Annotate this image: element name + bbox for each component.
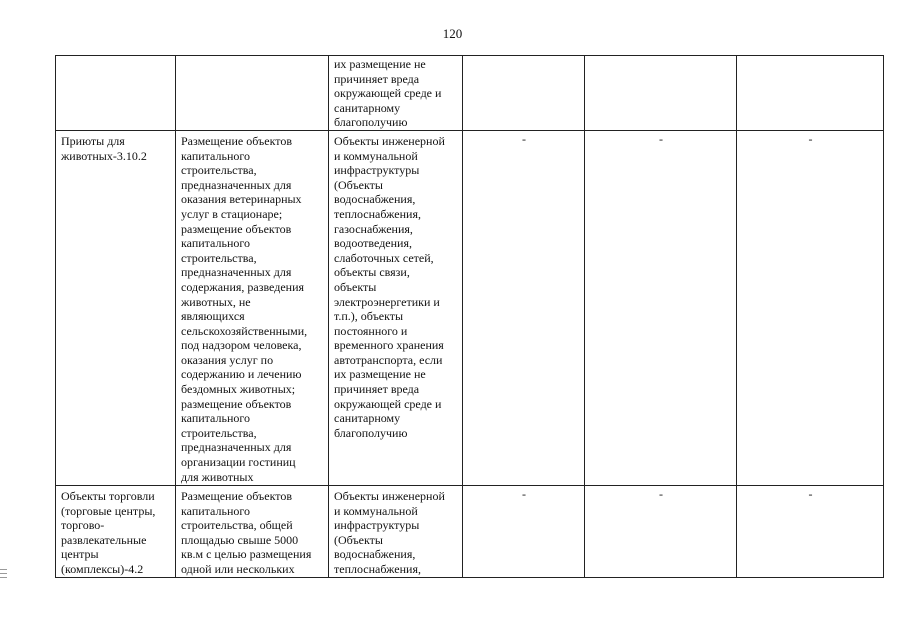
cell-parameter-3: - bbox=[737, 485, 884, 577]
table-row bbox=[56, 130, 884, 485]
cell-parameter-3: - bbox=[737, 130, 884, 485]
scan-margin-mark bbox=[0, 569, 7, 581]
cell-parameter-1: - bbox=[463, 130, 585, 485]
table-row bbox=[56, 56, 884, 131]
cell-use-description: Размещение объектов капитального строительства, общей площадью свыше 5000 кв.м с целью размещения одной или нескольких bbox=[176, 485, 329, 577]
page-number: 120 bbox=[442, 26, 463, 41]
cell-use-description: Размещение объектов капитального строительства, предназначенных для оказания ветеринарных услуг в стационаре; размещение объектов капитального строительства, предназначенных для содержания, разведения животных, не являющихся сельскохозяйственными, под надзором человека, оказания услуг по содержанию и лечению бездомных животных; размещение объектов капитального строительства, предназначенных для организации гостиниц для животных bbox=[176, 130, 329, 485]
cell-use-name: Объекты торговли (торговые центры, торгово- развлекательные центры (комплексы)-4.2 bbox=[56, 485, 176, 577]
cell-parameter-2: - bbox=[585, 485, 737, 577]
cell-use-name: Приюты для животных-3.10.2 bbox=[56, 130, 176, 485]
cell-parameter-1: - bbox=[463, 485, 585, 577]
cell-parameter-2 bbox=[585, 56, 737, 131]
cell-auxiliary-uses: Объекты инженерной и коммунальной инфраструктуры (Объекты водоснабжения, теплоснабжения, газоснабжения, водоотведения, слаботочных сетей, объекты связи, объекты электроэнергетики и т.п.), объекты постоянного и временного хранения автотранспорта, если их размещение не причиняет вреда окружающей среде и санитарному благополучию bbox=[329, 130, 463, 485]
cell-auxiliary-uses: Объекты инженерной и коммунальной инфраструктуры (Объекты водоснабжения, теплоснабжения, bbox=[329, 485, 463, 577]
land-use-table bbox=[55, 55, 884, 578]
table-row bbox=[56, 485, 884, 577]
cell-parameter-2: - bbox=[585, 130, 737, 485]
cell-parameter-3 bbox=[737, 56, 884, 131]
cell-use-name bbox=[56, 56, 176, 131]
cell-auxiliary-uses: их размещение не причиняет вреда окружающей среде и санитарному благополучию bbox=[329, 56, 463, 131]
cell-use-description bbox=[176, 56, 329, 131]
cell-parameter-1 bbox=[463, 56, 585, 131]
